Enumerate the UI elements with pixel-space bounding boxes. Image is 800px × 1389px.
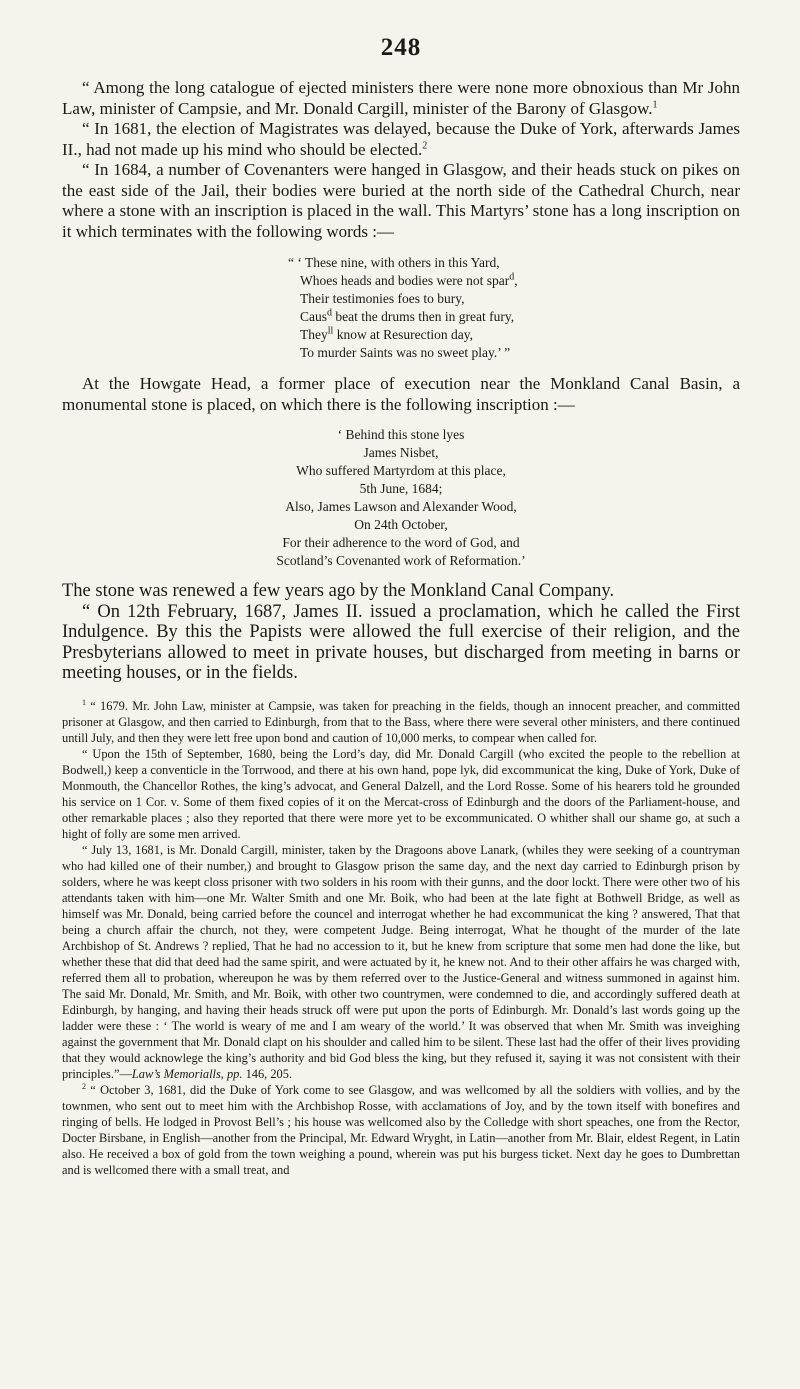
inscription-line: On 24th October, — [354, 517, 448, 532]
inscription-line: ‘ Behind this stone lyes — [337, 427, 465, 442]
footnote-ref[interactable]: 1 — [652, 98, 658, 110]
inscription-line: Who suffered Martyrdom at this place, — [296, 463, 506, 478]
verse-line: Caus$^d$ beat the drums then in great fury, — [300, 307, 515, 324]
footnote-citation: Law’s Memorialls, pp. — [131, 1066, 243, 1081]
footnote-1: $^1$ “ 1679. Mr. John Law, minister at Campsie, was taken for preaching in the fields, though an innocent preacher, and committed prisoner at Glasgow, and then carried to Edinburgh, from that to the Bass, where there were several other ministers, and there continued untill July, and then they were lett free upon bond and caution of 10,000 merks, to compear when called for. — [62, 697, 740, 745]
verse-line: Whoes heads and bodies were not spar$^d$, — [300, 271, 518, 288]
martyrs-verse — [62, 254, 740, 362]
verse-line: To murder Saints was no sweet play.’ ” — [300, 345, 511, 360]
inscription-line: 5th June, 1684; — [359, 481, 443, 496]
inscription-line: Also, James Lawson and Alexander Wood, — [285, 499, 517, 514]
paragraph-magistrates: “ In 1681, the election of Magistrates was delayed, because the Duke of York, afterwards James II., had not made up his mind who should be elected.$^2$ — [62, 119, 740, 159]
footnote-1-cont: “ July 13, 1681, is Mr. Donald Cargill, minister, taken by the Dragoons above Lanark, (whiles they were seeking of a countryman who had killed one of their number,) and brought to Glasgow prison the same day, and the next day carried to Edinburgh prison by solders, where he was keept closs prisoner with two solders in his room with their gunns, and the door lockt. There were other two of his attendants taken with him—one Mr. Walter Smith and one Mr. Boik, who had been at the late fight at Bothwell Bridge, as well as himself was Mr. Donald, being carried before the councel and interrogat whether he had excommunicat the king ? answered, That that being a church affair the church, not they, were competent Judge. Being interrogat, What he thought of the murder of the late Archbishop of St. Andrews ? replied, That he had no accession to it, but he knew from scripture that some men had done the like, but whether these that did that deed had the same spirit, and were actuated by it, he knew not. And to their other affairs he was charged with, referred them all to probation, whereupon he was by them referred over to the Justice-General and witness summoned in against him. The said Mr. Donald, Mr. Smith, and Mr. Boik, with other two countrymen, were condemned to die, and accordingly suffered death at Edinburgh, by hanging, and having their heads struck off were put upon the ports of Edinburgh. Mr. Donald’s last words going up the ladder were these : ‘ The world is weary of me and I am weary of the world.’ It was observed that when Mr. Smith was inveighing against the government that Mr. Donald clapt on his shoulder and called him to be silent. These last had the offer of their lives providing that they would acknowlege the king’s authority and bid God bless the king, but they refused it, saying it was not consistent with their principles.”—Law’s Memorialls, pp. 146, 205. — [62, 842, 740, 1081]
footnote-1-cont: “ Upon the 15th of September, 1680, being the Lord’s day, did Mr. Donald Cargill (who excited the people to the rebellion at Bodwell,) keep a conventicle in the Torrwood, and there at his own hand, pope lyk, did excommunicat the king, Duke of York, Duke of Monmouth, the Chancellor Rothes, the king’s advocat, and General Dalzell, and the Lord Rosse. Some of his hearers told he grounded his service on 1 Cor. v. Some of them fixed copies of it on the Mercat-cross of Edinburgh and the doors of the Parliament-house, and other remarkable places ; also they reported that there were more yet to be excommunicated. O whither shall our shame go, at such a hight of folly are some men arrived. — [62, 746, 740, 841]
inscription-line: Scotland’s Covenanted work of Reformation.’ — [276, 553, 526, 568]
verse-line: “ ‘ These nine, with others in this Yard, — [288, 255, 500, 270]
paragraph-renewed: The stone was renewed a few years ago by the Monkland Canal Company. — [62, 581, 615, 601]
paragraph-ejected-ministers: “ Among the long catalogue of ejected ministers there were none more obnoxious than Mr John Law, minister of Campsie, and Mr. Donald Cargill, minister of the Barony of Glasgow.$^1$ — [62, 78, 740, 118]
footnote-2: $^2$ “ October 3, 1681, did the Duke of York come to see Glasgow, and was wellcomed by all the soldiers with vollies, and by the townmen, who sent out to meet him with the Archbishop Rosse, with acclamations of Joy, and by the town itself with bonefires and ringing of bells. He lodged in Provost Bell’s ; his house was wellcomed also by the Colledge with short speaches, one from the Rector, Docter Birsbane, in English—another from the Principal, Mr. Edward Wryght, in Latin—another from Mr. Blair, eldest Regent, in Latin also. He received a box of gold from the town weighing a pound, wherein was put his burgess ticket. Next day he goes to Dumbrettan and is wellcomed there with a small treat, and — [62, 1081, 740, 1177]
inscription-line: For their adherence to the word of God, and — [282, 535, 520, 550]
paragraph-howgate: At the Howgate Head, a former place of execution near the Monkland Canal Basin, a monumental stone is placed, on which there is the following inscription :— — [62, 374, 740, 414]
page-number: 248 — [380, 34, 422, 61]
nisbet-inscription — [62, 426, 740, 570]
footnote-ref[interactable]: 2 — [422, 139, 428, 151]
paragraph-covenanters: “ In 1684, a number of Covenanters were hanged in Glasgow, and their heads stuck on pikes on the east side of the Jail, their bodies were buried at the north side of the Cathedral Church, near where a stone with an inscription is placed in the wall. This Martyrs’ stone has a long inscription on it which terminates with the following words :— — [62, 160, 740, 241]
verse-line: Their testimonies foes to bury, — [300, 291, 465, 306]
inscription-line: James Nisbet, — [363, 445, 439, 460]
verse-line: They$^{ll}$ know at Resurection day, — [300, 325, 474, 342]
footnotes — [62, 698, 740, 1178]
paragraph-indulgence: “ On 12th February, 1687, James II. issued a proclamation, which he called the First Indulgence. By this the Papists were allowed the full exercise of their religion, and the Presbyterians allowed to meet in private houses, but discharged from meeting in barns or meeting houses, or in the fields. — [62, 601, 740, 683]
